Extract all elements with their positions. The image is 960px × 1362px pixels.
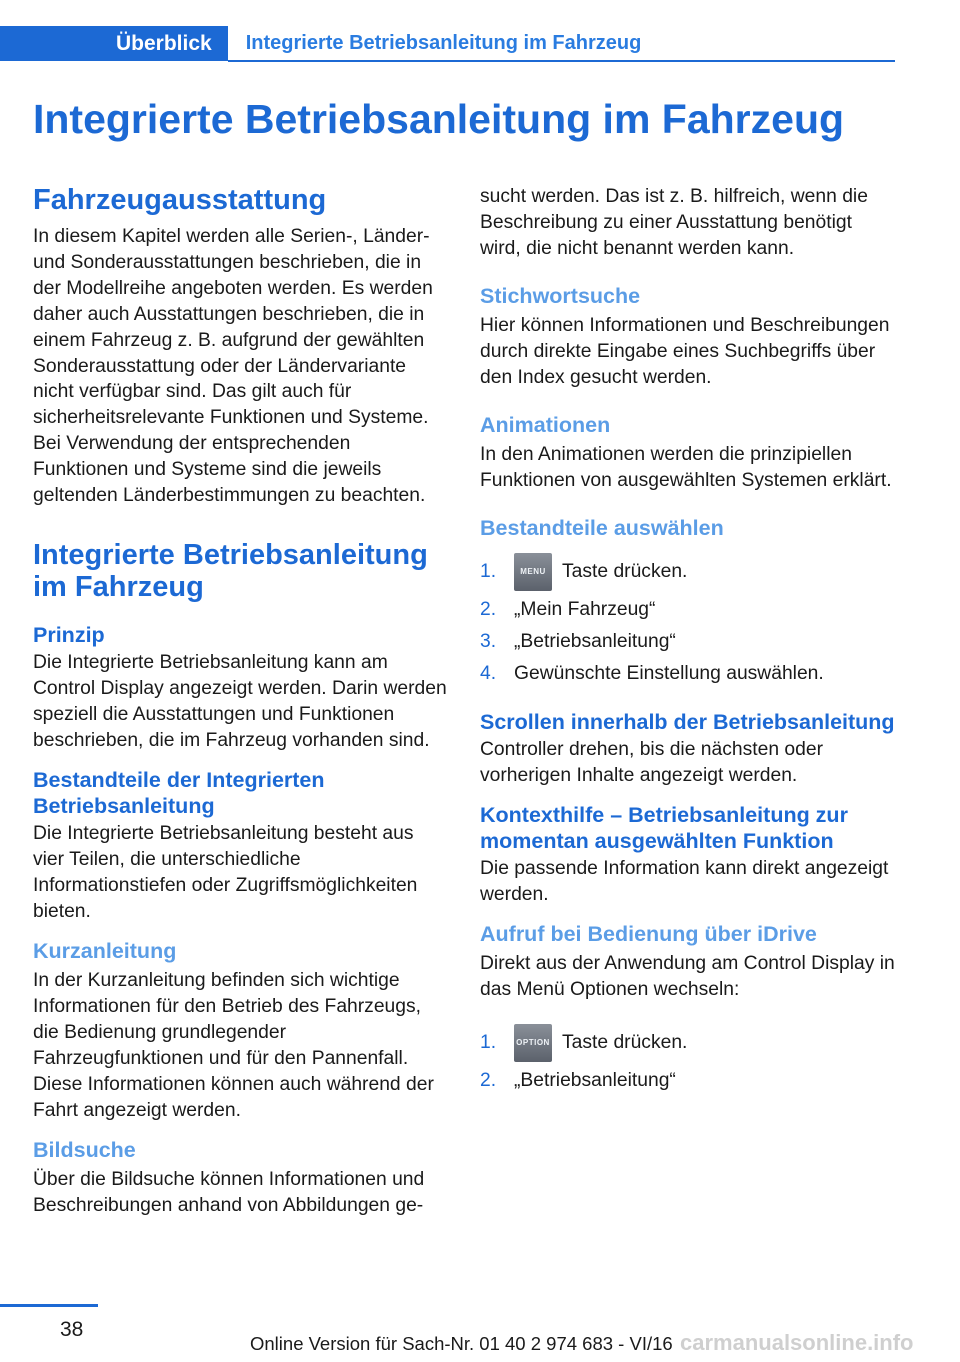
step-text: „Mein Fahrzeug“ (514, 598, 656, 620)
heading-prinzip: Prinzip (33, 622, 105, 647)
online-version-note: Online Version für Sach-Nr. 01 40 2 974 683 - VI/16 (250, 1333, 673, 1354)
paragraph-aufruf-idrive: Direkt aus der Anwendung am Control Display in das Menü Optionen wechseln: (480, 953, 895, 1001)
step-number: 1. (480, 1032, 497, 1054)
steps-list-menu (480, 550, 895, 690)
heading-bildsuche: Bildsuche (33, 1137, 136, 1162)
list-item (480, 594, 895, 626)
list-item (480, 626, 895, 658)
paragraph-scrollen: Controller drehen, bis die nächsten oder vorherigen Inhalte angezeigt werden. (480, 739, 823, 787)
step-text: Taste drücken. (562, 560, 688, 582)
page-title: Integrierte Betriebsanleitung im Fahrzeug (33, 96, 845, 142)
heading-fahrzeugausstattung: Fahrzeugausstattung (33, 184, 327, 216)
option-button-icon: OPTION (514, 1024, 552, 1062)
heading-bestandteile: Bestandteile der Integrierten Betriebsanleitung (33, 768, 325, 818)
step-number: 4. (480, 662, 497, 684)
right-column (480, 184, 895, 1097)
list-item (480, 658, 895, 690)
paragraph-kurzanleitung: In der Kurzanleitung befinden sich wichtige Informationen für den Betrieb des Fahrzeugs, die Bedienung grundlegender Fahrzeugfunktionen und für den Pannenfall. Diese Informationen können auch während der Fahrt angezeigt werden. (33, 970, 434, 1121)
paragraph-fahrzeugausstattung: In diesem Kapitel werden alle Serien-, Länder- und Sonderausstattungen beschrieben, die in der Modellreihe angeboten werden. Es werden daher auch Ausstattungen beschrieben, die in einem Fahrzeug z. B. aufgrund der gewählten Sonderausstattung oder der Ländervariante nicht verfügbar sind. Das gilt auch für sicherheitsrelevante Funktionen und Systeme. Bei Verwendung der entsprechenden Funktionen und Systeme sind die jeweils geltenden Länderbestimmungen zu beachten. (33, 226, 433, 507)
list-item (480, 1065, 895, 1097)
step-text: Gewünschte Einstellung auswählen. (514, 662, 824, 684)
step-number: 1. (480, 560, 497, 582)
menu-button-icon: MENU (514, 553, 552, 591)
heading-stichwortsuche: Stichwortsuche (480, 283, 641, 308)
paragraph-bildsuche: Über die Bildsuche können Informationen und Beschreibungen anhand von Abbildungen ge- (33, 1169, 425, 1217)
footer-rule (0, 1304, 98, 1307)
heading-kontexthilfe: Kontexthilfe – Betriebsanleitung zur momentan ausgewählten Funktion (480, 803, 848, 853)
heading-bestandteile-auswaehlen: Bestandteile auswählen (480, 516, 724, 541)
step-text: „Betriebsanleitung“ (514, 1070, 676, 1092)
step-text: „Betriebsanleitung“ (514, 630, 676, 652)
running-header (0, 26, 895, 62)
list-item (480, 550, 895, 594)
paragraph-animationen: In den Animationen werden die prinzipiellen Funktionen von ausgewählten Systemen erklärt. (480, 444, 892, 492)
heading-kurzanleitung: Kurzanleitung (33, 938, 177, 963)
step-number: 2. (480, 1070, 497, 1092)
list-item (480, 1021, 895, 1065)
steps-list-option (480, 1021, 895, 1097)
heading-scrollen: Scrollen innerhalb der Betriebsanleitung (480, 709, 895, 734)
section-tab[interactable]: Überblick (0, 26, 228, 61)
paragraph-bestandteile: Die Integrierte Betriebsanleitung besteht aus vier Teilen, die unterschiedliche Informationstiefen oder Zugriffsmöglichkeiten bieten. (33, 823, 418, 922)
page-number: 38 (60, 1318, 84, 1341)
paragraph-prinzip: Die Integrierte Betriebsanleitung kann am Control Display angezeigt werden. Darin werden speziell die Ausstattungen und Funktionen beschrieben, die im Fahrzeug vorhanden sind. (33, 652, 447, 752)
paragraph-bildsuche-continued: sucht werden. Das ist z. B. hilfreich, wenn die Beschreibung zu einer Ausstattung benötigt wird, die nicht benannt werden kann. (480, 186, 868, 259)
left-column (33, 184, 448, 1219)
heading-aufruf-idrive: Aufruf bei Bedienung über iDrive (480, 921, 817, 946)
paragraph-kontexthilfe: Die passende Information kann direkt angezeigt werden. (480, 858, 889, 905)
paragraph-stichwortsuche: Hier können Informationen und Beschreibungen durch direkte Eingabe eines Suchbegriffs über den Index gesucht werden. (480, 315, 890, 389)
step-number: 2. (480, 598, 497, 620)
heading-animationen: Animationen (480, 412, 611, 437)
heading-integrierte-betriebsanleitung: Integrierte Betriebsanleitung im Fahrzeug (33, 538, 428, 603)
watermark: carmanualsonline.info (680, 1330, 914, 1355)
step-text: Taste drücken. (562, 1032, 688, 1054)
step-number: 3. (480, 630, 497, 652)
breadcrumb[interactable]: Integrierte Betriebsanleitung im Fahrzeug (228, 26, 895, 62)
